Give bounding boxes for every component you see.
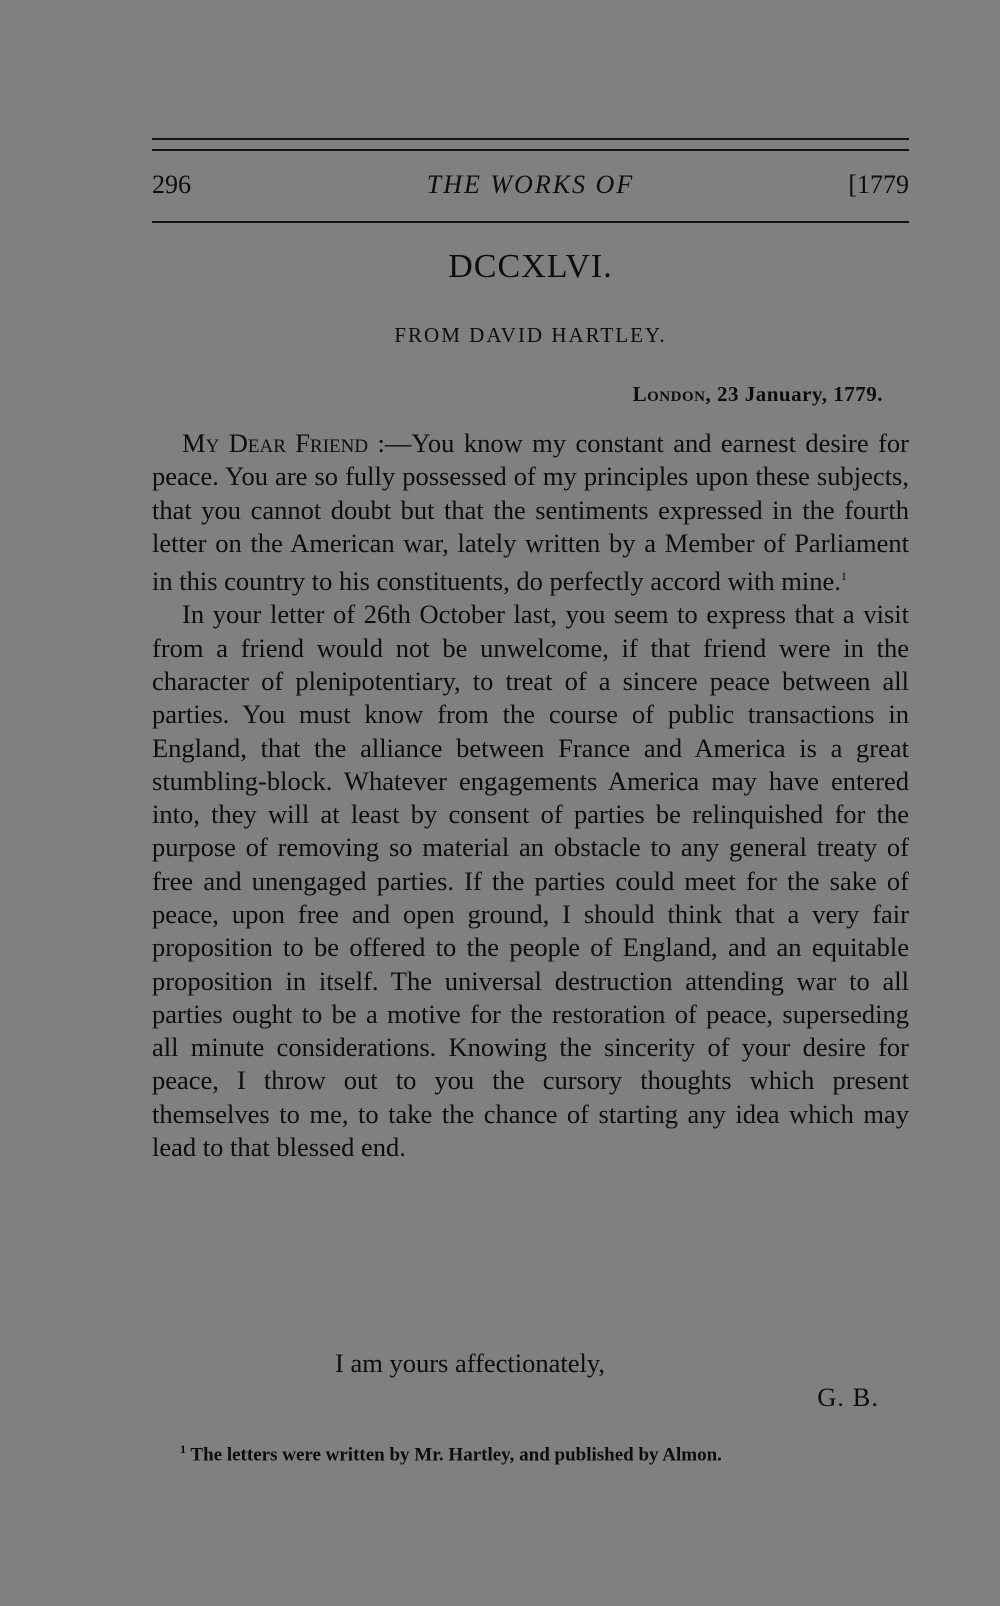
paragraph-1-text: :—You know my constant and earnest desire for peace. You are so fully possessed of my principles upon these subjects, that you cannot doubt but that the sentiments expressed in the fourth letter on the American war, lately written by a Member of Parliament in this country to his constituents, do perfectly accord with mine. xyxy=(152,428,909,597)
salutation: My Dear Friend xyxy=(182,428,369,458)
paragraph-1 xyxy=(152,427,909,598)
letter-body xyxy=(152,427,909,1164)
footnote-reference: 1 xyxy=(840,569,847,584)
dateline-place: London, xyxy=(632,382,712,406)
top-rule-inner xyxy=(152,149,909,151)
running-head xyxy=(152,170,909,204)
letter-number: DCCXLVI. xyxy=(448,248,613,285)
footnote-text: The letters were written by Mr. Hartley, and published by Almon. xyxy=(190,1444,722,1466)
dateline xyxy=(633,382,883,407)
footnote xyxy=(180,1442,722,1466)
head-rule xyxy=(152,221,909,223)
footnote-marker: 1 xyxy=(180,1442,186,1456)
signature: G. B. xyxy=(817,1382,879,1412)
closing: I am yours affectionately, xyxy=(335,1348,606,1378)
paragraph-2: In your letter of 26th October last, you seem to express that a visit from a friend would not be unwelcome, if that friend were in the character of plenipotentiary, to treat of a sincere peace between all parties. You must know from the course of public transactions in England, that the alliance between France and America is a great stumbling-block. Whatever engagements America may have entered into, they will at least by consent of parties be relinquished for the purpose of removing so material an obstacle to any general treaty of free and unengaged parties. If the parties could meet for the sake of peace, upon free and open ground, I should think that a very fair proposition to be offered to the people of England, and an equitable proposition in itself. The universal destruction attending war to all parties ought to be a motive for the restoration of peace, superseding all minute considerations. Knowing the sincerity of your desire for peace, I throw out to you the cursory thoughts which present themselves to me, to take the chance of starting any idea which may lead to that blessed end. xyxy=(152,599,909,1163)
running-title: THE WORKS OF xyxy=(426,170,635,199)
book-page xyxy=(152,0,909,1606)
running-year: [1779 xyxy=(848,170,909,199)
letter-from: FROM DAVID HARTLEY. xyxy=(394,323,667,347)
page-number: 296 xyxy=(152,170,191,199)
top-rule xyxy=(152,138,909,140)
dateline-date: 23 January, 1779. xyxy=(716,382,883,406)
